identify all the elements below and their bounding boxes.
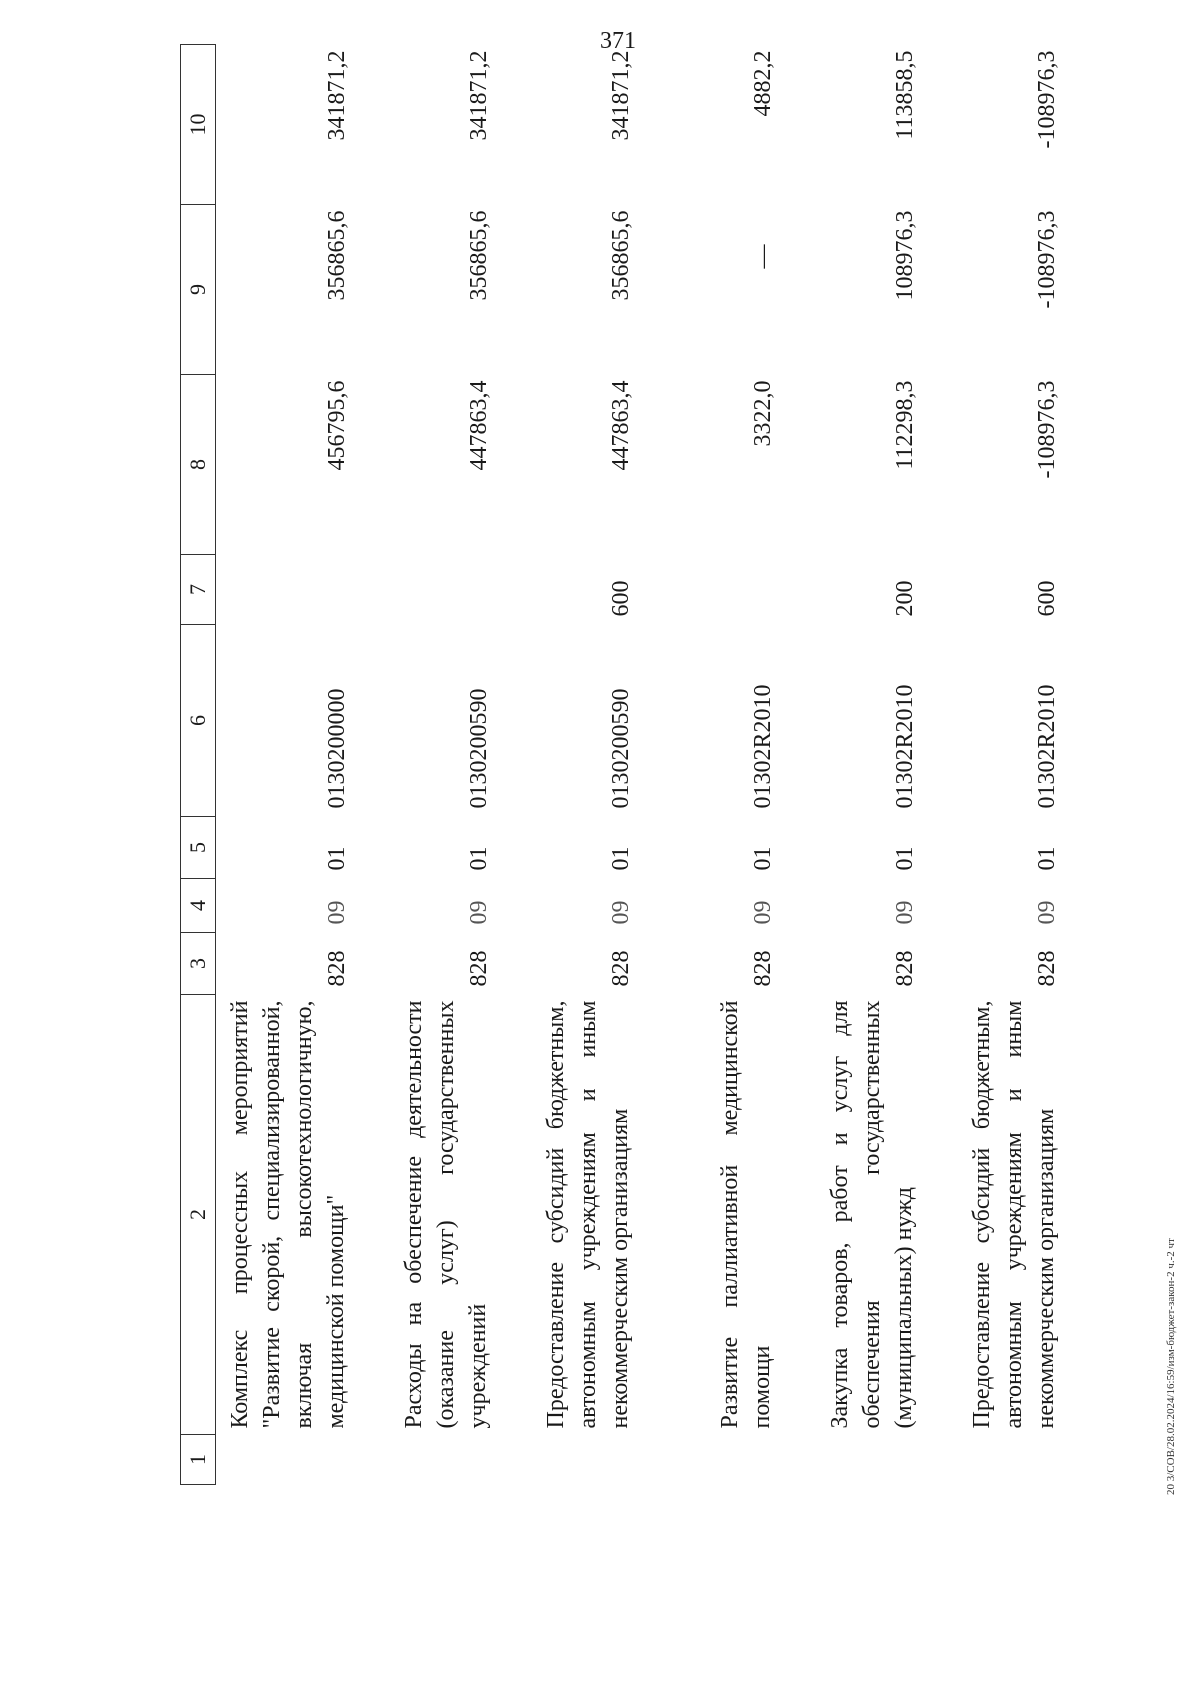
cell-ministry: 828 — [892, 950, 918, 987]
cell-ministry: 828 — [324, 950, 350, 987]
cell-amount-col-9: 356865,6 — [324, 210, 350, 301]
page-number: 371 — [600, 28, 636, 54]
header-col-1: 1 — [181, 1435, 216, 1485]
cell-description: Предоставление субсидий бюджетным, автономным учреждениям и иным некоммерческим организациям — [543, 1000, 633, 1429]
cell-expense-type — [358, 555, 500, 625]
cell-amount-col-10: 4882,2 — [750, 50, 776, 117]
header-col-10: 10 — [181, 45, 216, 205]
header-col-6: 6 — [181, 625, 216, 817]
cell-expense-type: 600 — [608, 580, 634, 617]
cell-section: 09 — [608, 900, 634, 925]
cell-col-1 — [358, 1435, 500, 1485]
cell-subsection: 01 — [608, 846, 634, 871]
header-col-2: 2 — [181, 995, 216, 1435]
header-col-3: 3 — [181, 933, 216, 995]
cell-ministry: 828 — [466, 950, 492, 987]
cell-col-1 — [642, 1435, 784, 1485]
cell-amount-col-10: -108976,3 — [1034, 50, 1060, 149]
cell-section: 09 — [750, 900, 776, 925]
cell-amount-col-8: -108976,3 — [1034, 380, 1060, 479]
cell-ministry: 828 — [750, 950, 776, 987]
cell-expense-type: 600 — [1034, 580, 1060, 617]
cell-col-1 — [926, 1435, 1068, 1485]
cell-col-1 — [784, 1435, 926, 1485]
cell-target-article: 01302R2010 — [892, 684, 918, 809]
header-col-8: 8 — [181, 375, 216, 555]
cell-ministry: 828 — [608, 950, 634, 987]
cell-amount-col-9: 108976,3 — [892, 210, 918, 301]
cell-target-article: 01302R2010 — [1034, 684, 1060, 809]
cell-ministry: 828 — [1034, 950, 1060, 987]
cell-subsection: 01 — [1034, 846, 1060, 871]
cell-target-article: 01302R2010 — [750, 684, 776, 809]
cell-amount-col-10: 341871,2 — [608, 50, 634, 141]
cell-amount-col-10: 341871,2 — [466, 50, 492, 141]
cell-expense-type — [216, 555, 359, 625]
cell-section: 09 — [892, 900, 918, 925]
table-row — [926, 45, 1068, 1485]
cell-amount-col-9: 356865,6 — [608, 210, 634, 301]
cell-amount-col-8: 112298,3 — [892, 380, 918, 470]
table-row — [500, 45, 642, 1485]
cell-col-1 — [216, 1435, 359, 1485]
cell-expense-type: 200 — [892, 580, 918, 617]
cell-section: 09 — [324, 900, 350, 925]
cell-amount-col-8: 3322,0 — [750, 380, 776, 447]
cell-amount-col-9: — — [750, 244, 776, 269]
footer-document-code: 20 3/СОВ/28.02.2024/16:59/изм-бюджет-закон-2 ч.-2 чт — [1165, 1238, 1177, 1495]
cell-amount-col-10: 113858,5 — [892, 50, 918, 140]
budget-table — [180, 44, 1068, 1485]
cell-description: Расходы на обеспечение деятельности (оказание услуг) государственных учреждений — [401, 1000, 491, 1429]
cell-subsection: 01 — [324, 846, 350, 871]
header-col-9: 9 — [181, 205, 216, 375]
cell-amount-col-9: -108976,3 — [1034, 210, 1060, 309]
cell-amount-col-8: 447863,4 — [608, 380, 634, 471]
header-col-7: 7 — [181, 555, 216, 625]
cell-amount-col-9: 356865,6 — [466, 210, 492, 301]
rotated-table-wrapper — [180, 45, 1140, 1485]
cell-target-article: 0130200000 — [324, 688, 350, 809]
cell-amount-col-10: 341871,2 — [324, 50, 350, 141]
table-row — [216, 45, 359, 1485]
cell-description: Закупка товаров, работ и услуг для обеспечения государственных (муниципальных) нужд — [827, 1000, 917, 1429]
cell-subsection: 01 — [466, 846, 492, 871]
cell-amount-col-8: 456795,6 — [324, 380, 350, 471]
cell-col-1 — [500, 1435, 642, 1485]
table-header-row — [181, 45, 216, 1485]
cell-description: Развитие паллиативной медицинской помощи — [717, 1000, 775, 1429]
header-col-4: 4 — [181, 879, 216, 933]
header-col-5: 5 — [181, 817, 216, 879]
cell-section: 09 — [1034, 900, 1060, 925]
cell-section: 09 — [466, 900, 492, 925]
table-row — [784, 45, 926, 1485]
cell-target-article: 0130200590 — [466, 688, 492, 809]
cell-target-article: 0130200590 — [608, 688, 634, 809]
cell-subsection: 01 — [750, 846, 776, 871]
cell-description: Предоставление субсидий бюджетным, автономным учреждениям и иным некоммерческим организациям — [969, 1000, 1059, 1429]
cell-subsection: 01 — [892, 846, 918, 871]
table-row — [358, 45, 500, 1485]
cell-amount-col-8: 447863,4 — [466, 380, 492, 471]
cell-expense-type — [642, 555, 784, 625]
table-row — [642, 45, 784, 1485]
cell-description: Комплекс процессных мероприятий "Развитие скорой, специализированной, включая высокотехнологичную, медицинской помощи" — [227, 1000, 349, 1429]
